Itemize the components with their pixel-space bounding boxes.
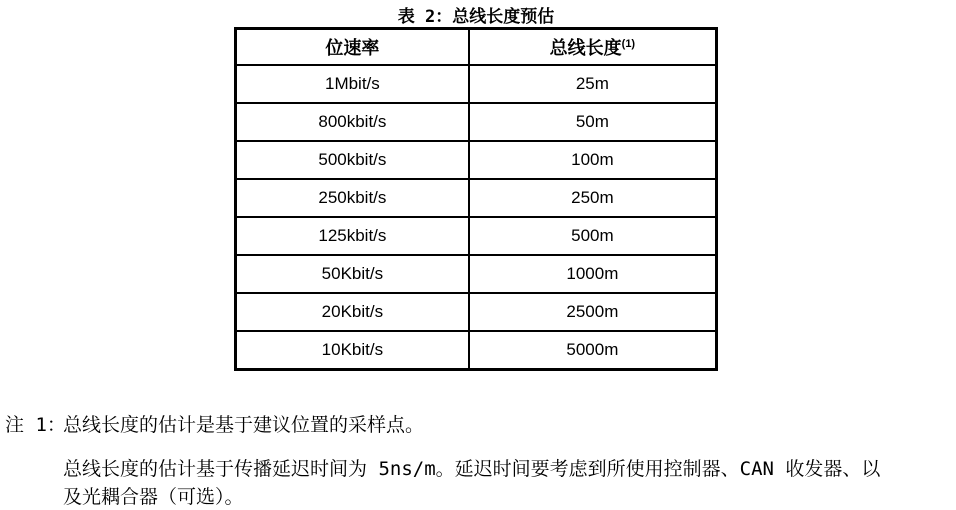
footnote-1 <box>5 412 951 438</box>
note-2-text: 总线长度的估计基于传播延迟时间为 5ns/m。延迟时间要考虑到所使用控制器、CAN 收发器、以及光耦合器（可选）。 <box>63 458 881 508</box>
footnote-ref: (1) <box>621 38 636 50</box>
footnotes <box>5 412 951 510</box>
note-1-text: 总线长度的估计是基于建议位置的采样点。 <box>63 414 425 436</box>
header-row <box>236 29 717 66</box>
bit-rate-cell: 1Mbit/s <box>236 65 469 103</box>
table-row <box>236 103 717 141</box>
bus-length-cell: 1000m <box>469 255 717 293</box>
bus-length-cell: 5000m <box>469 331 717 370</box>
table-row <box>236 331 717 370</box>
bus-length-cell: 50m <box>469 103 717 141</box>
bit-rate-cell: 50Kbit/s <box>236 255 469 293</box>
table-row <box>236 293 717 331</box>
bit-rate-cell: 20Kbit/s <box>236 293 469 331</box>
table-row <box>236 217 717 255</box>
bus-length-cell: 2500m <box>469 293 717 331</box>
bus-length-table <box>234 27 718 371</box>
table-row <box>236 141 717 179</box>
bit-rate-cell: 250kbit/s <box>236 179 469 217</box>
table-row <box>236 65 717 103</box>
table-row <box>236 255 717 293</box>
table-caption: 表 2：总线长度预估 <box>397 7 555 27</box>
bus-length-cell: 25m <box>469 65 717 103</box>
bit-rate-cell: 10Kbit/s <box>236 331 469 370</box>
table-row <box>236 179 717 217</box>
bit-rate-cell: 800kbit/s <box>236 103 469 141</box>
bus-length-header-label: 总线长度 <box>549 38 622 58</box>
bus-length-cell: 100m <box>469 141 717 179</box>
bit-rate-cell: 500kbit/s <box>236 141 469 179</box>
bit-rate-cell: 125kbit/s <box>236 217 469 255</box>
bus-length-header <box>469 29 717 66</box>
note-label: 注 1： <box>5 414 66 436</box>
bus-length-cell: 500m <box>469 217 717 255</box>
bit-rate-header <box>236 29 469 66</box>
bus-length-cell: 250m <box>469 179 717 217</box>
bit-rate-header-label: 位速率 <box>325 38 380 58</box>
